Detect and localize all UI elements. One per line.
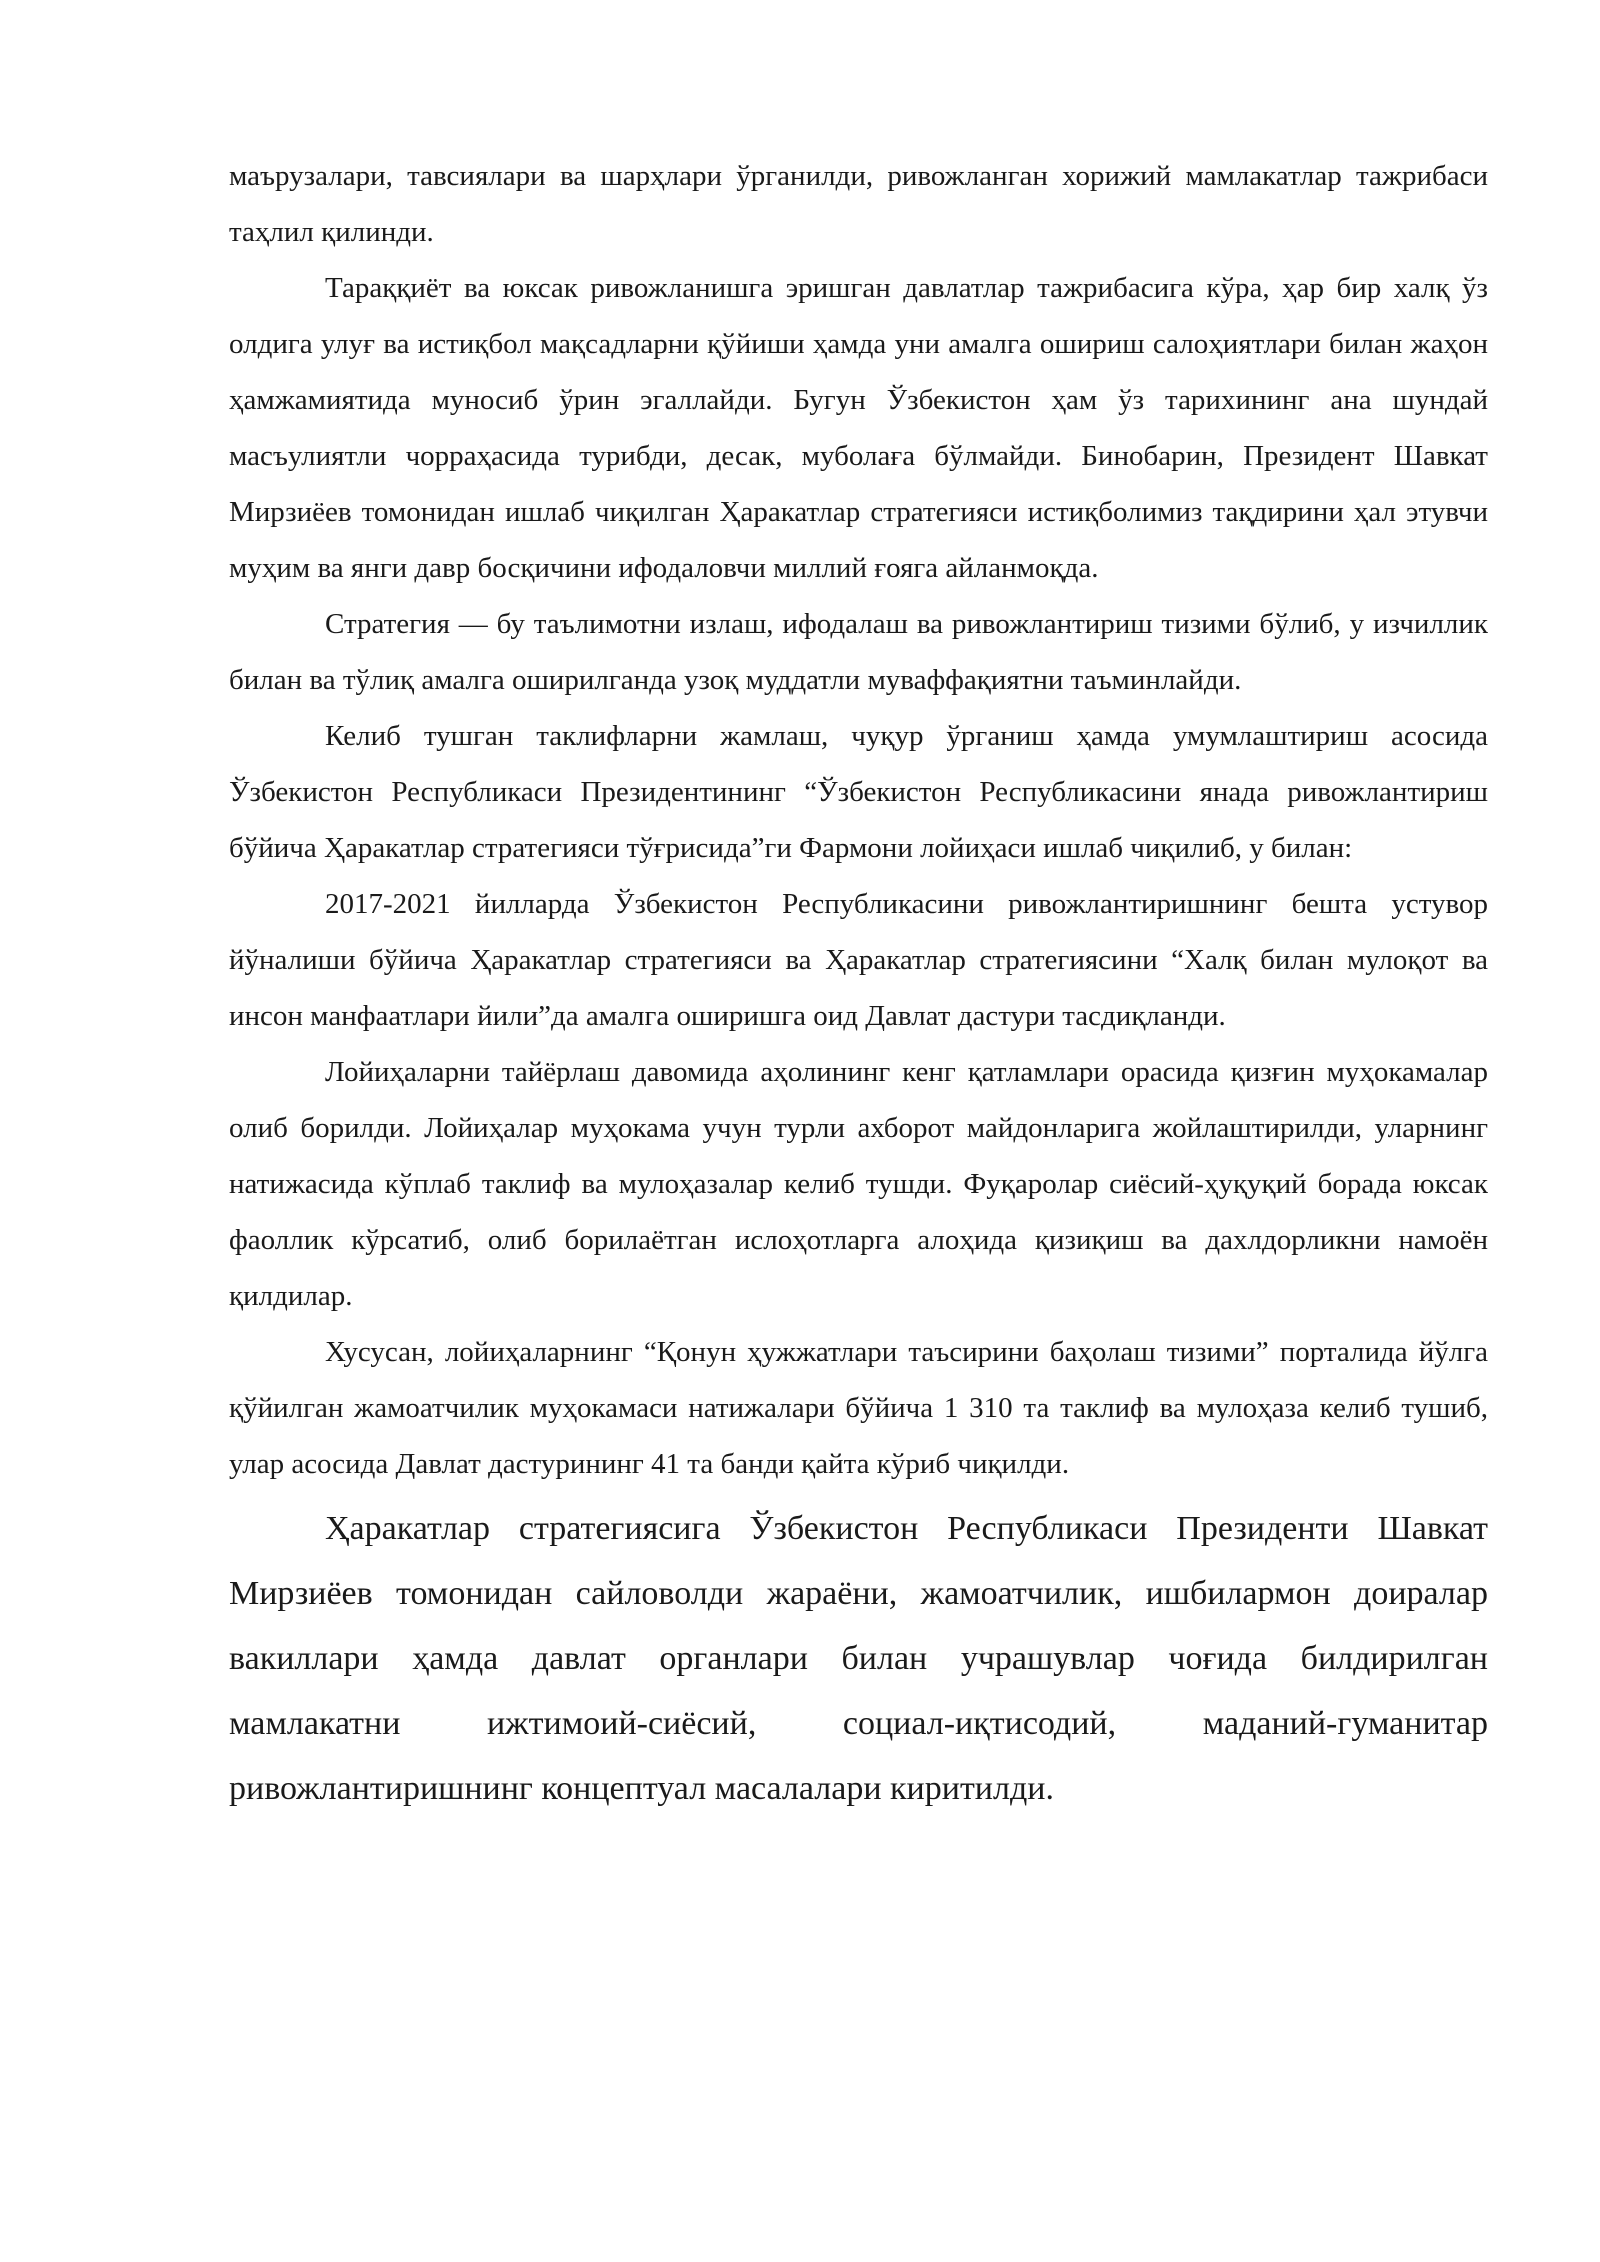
paragraph-1: маърузалари, тавсиялари ва шарҳлари ўрганилди, ривожланган хорижий мамлакатлар тажрибаси таҳлил қилинди.	[229, 160, 1488, 248]
document-page	[229, 148, 1488, 1821]
paragraph-6: Лойиҳаларни тайёрлаш давомида аҳолининг кенг қатламлари орасида қизғин муҳокамалар олиб борилди. Лойиҳалар муҳокама учун турли ахборот майдонларига жойлаштирилди, уларнинг натижасида кўплаб таклиф ва мулоҳазалар келиб тушди. Фуқаролар сиёсий-ҳуқуқий борада юксак фаоллик кўрсатиб, олиб борилаётган ислоҳотларга алоҳида қизиқиш ва дахлдорликни намоён қилдилар.	[229, 1056, 1488, 1312]
paragraph-5: 2017-2021 йилларда Ўзбекистон Республикасини ривожлантиришнинг бешта устувор йўналиши бўйича Ҳаракатлар стратегияси ва Ҳаракатлар стратегиясини “Халқ билан мулоқот ва инсон манфаатлари йили”да амалга оширишга оид Давлат дастури тасдиқланди.	[229, 888, 1488, 1032]
paragraph-8: Ҳаракатлар стратегиясига Ўзбекистон Республикаси Президенти Шавкат Мирзиёев томонидан сайловолди жараёни, жамоатчилик, ишбилармон доиралар вакиллари ҳамда давлат органлари билан учрашувлар чоғида билдирилган мамлакатни ижтимоий-сиёсий, социал-иқтисодий, маданий-гуманитар ривожлантиришнинг концептуал масалалари киритилди.	[229, 1510, 1488, 1807]
paragraph-4: Келиб тушган таклифларни жамлаш, чуқур ўрганиш ҳамда умумлаштириш асосида Ўзбекистон Республикаси Президентининг “Ўзбекистон Республикасини янада ривожлантириш бўйича Ҳаракатлар стратегияси тўғрисида”ги Фармони лойиҳаси ишлаб чиқилиб, у билан:	[229, 720, 1488, 864]
paragraph-7: Хусусан, лойиҳаларнинг “Қонун ҳужжатлари таъсирини баҳолаш тизими” порталида йўлга қўйилган жамоатчилик муҳокамаси натижалари бўйича 1 310 та таклиф ва мулоҳаза келиб тушиб, улар асосида Давлат дастурининг 41 та банди қайта кўриб чиқилди.	[229, 1336, 1488, 1480]
paragraph-3: Стратегия — бу таълимотни излаш, ифодалаш ва ривожлантириш тизими бўлиб, у изчиллик билан ва тўлиқ амалга оширилганда узоқ муддатли муваффақиятни таъминлайди.	[229, 608, 1488, 696]
paragraph-2: Тараққиёт ва юксак ривожланишга эришган давлатлар тажрибасига кўра, ҳар бир халқ ўз олдига улуғ ва истиқбол мақсадларни қўйиши ҳамда уни амалга ошириш салоҳиятлари билан жаҳон ҳамжамиятида муносиб ўрин эгаллайди. Бугун Ўзбекистон ҳам ўз тарихининг ана шундай масъулиятли чорраҳасида турибди, десак, муболаға бўлмайди. Бинобарин, Президент Шавкат Мирзиёев томонидан ишлаб чиқилган Ҳаракатлар стратегияси истиқболимиз тақдирини ҳал этувчи муҳим ва янги давр босқичини ифодаловчи миллий ғояга айланмоқда.	[229, 272, 1488, 584]
